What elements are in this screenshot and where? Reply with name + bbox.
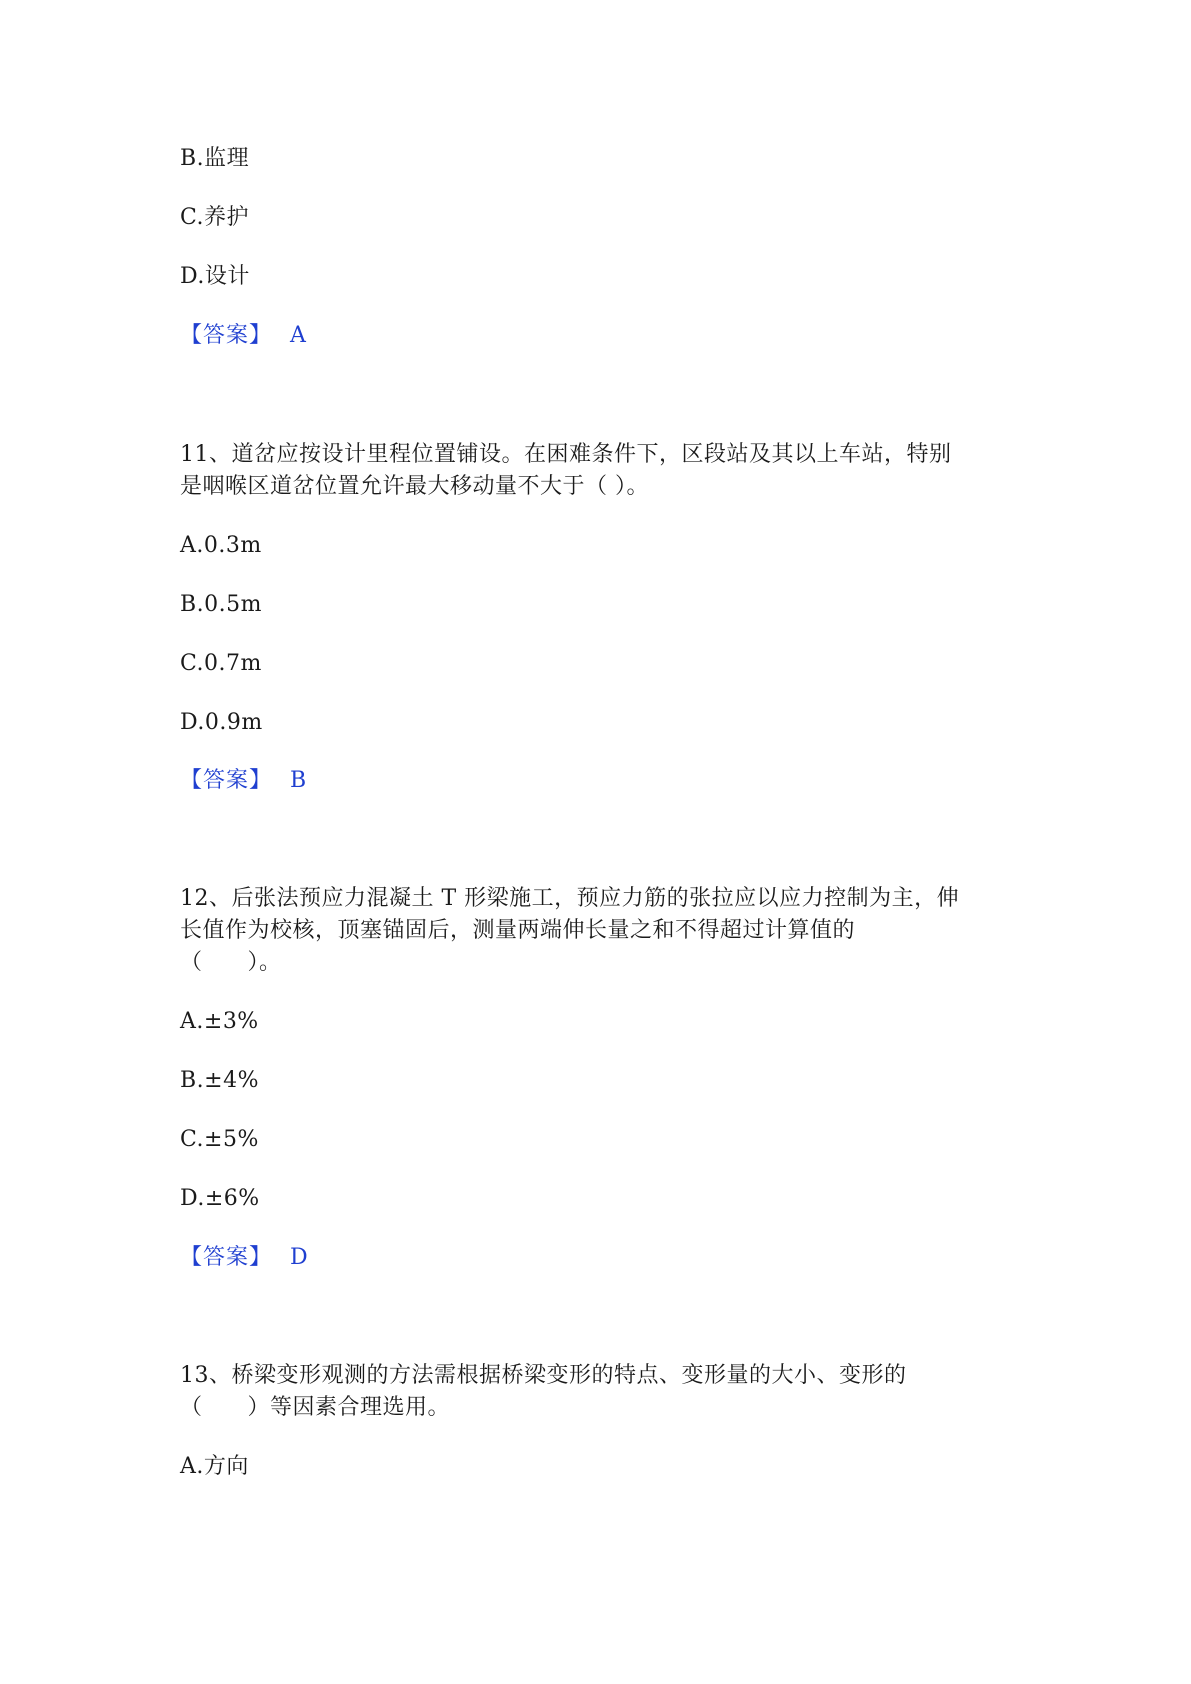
answer-value: B: [290, 768, 308, 793]
option-a: A.±3%: [180, 1009, 259, 1034]
answer-label: 【答案】: [180, 1245, 273, 1270]
answer: [180, 766, 307, 796]
question-text: 11、道岔应按设计里程位置铺设。在困难条件下，区段站及其以上车站，特别: [180, 442, 952, 467]
answer: [180, 1243, 309, 1273]
option-c: C.0.7m: [180, 651, 262, 676]
answer-value: A: [290, 323, 307, 348]
option-c: C.养护: [180, 205, 250, 230]
answer: [180, 321, 307, 351]
option-d: D.设计: [180, 264, 250, 289]
option-c: C.±5%: [180, 1127, 259, 1152]
option-b: B.0.5m: [180, 592, 263, 617]
option-b: B.±4%: [180, 1068, 259, 1093]
question-text: 是咽喉区道岔位置允许最大移动量不大于（ ）。: [180, 474, 649, 499]
question-text: （ ）。: [180, 950, 282, 975]
question-text: 12、后张法预应力混凝土 T 形梁施工，预应力筋的张拉应以应力控制为主，伸: [180, 886, 960, 911]
question-text: （ ）等因素合理选用。: [180, 1395, 451, 1420]
answer-label: 【答案】: [180, 768, 273, 793]
option-a: A.方向: [180, 1454, 249, 1479]
option-a: A.0.3m: [180, 533, 262, 558]
answer-label: 【答案】: [180, 323, 273, 348]
question-text: 长值作为校核，顶塞锚固后，测量两端伸长量之和不得超过计算值的: [180, 918, 856, 943]
option-d: D.±6%: [180, 1186, 260, 1211]
option-b: B.监理: [180, 146, 250, 171]
question-text: 13、桥梁变形观测的方法需根据桥梁变形的特点、变形量的大小、变形的: [180, 1363, 907, 1388]
answer-value: D: [290, 1245, 309, 1270]
option-d: D.0.9m: [180, 710, 263, 735]
